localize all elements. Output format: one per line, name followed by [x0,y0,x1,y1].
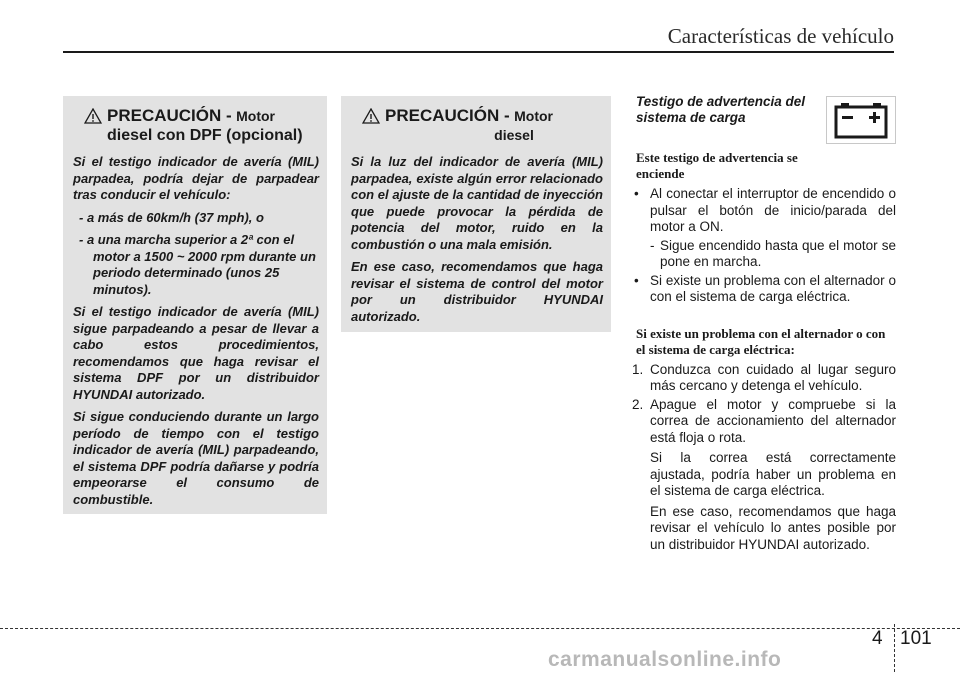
warning-triangle-icon [84,108,102,124]
sub-text: Sigue encendido hasta que el motor se pone en marcha. [660,237,896,269]
caution-dpf-item1: - a más de 60km/h (37 mph), o [79,209,264,225]
section-heading: Testigo de advertencia del sistema de carga [636,94,806,125]
caution-box-diesel [341,96,611,332]
problem-heading: Si existe un problema con el alternador o con el sistema de carga eléctrica: [636,325,886,357]
bullet-item: • Al conectar el interruptor de encendido o pulsar el botón de inicio/parada del motor a ON. [634,186,896,234]
caution-diesel-p2: En ese caso, recomendamos que haga revisar el sistema de control del motor por un distribuidor HYUNDAI autorizado. [351,259,603,324]
caution-label: PRECAUCIÓN - [385,106,510,125]
header-rule [63,51,894,53]
step-paragraph: Si la correa está correctamente ajustada, podría haber un problema en el sistema de carga eléctrica. [650,450,896,498]
caution-title-dpf [73,106,319,145]
caution-subject-2: diesel [494,127,534,143]
footer-separator [894,624,895,672]
bullet-item: • Si existe un problema con el alternador o con el sistema de carga eléctrica. [634,272,896,304]
caution-subject: Motor [236,108,276,124]
caution-dpf-item2: - a una marcha superior a 2ª con el motor a 1500 ~ 2000 rpm durante un periodo determinado (unos 25 minutos). [79,232,316,297]
charging-warning-section [620,94,896,553]
bullet-text: Si existe un problema con el alternador o con el sistema de carga eléctrica. [650,272,896,304]
chapter-number: 4 [872,628,883,649]
step-item: 2. Apague el motor y compruebe si la correa de accionamiento del alternador está floja o rota. [632,396,896,445]
bullet-text: Al conectar el interruptor de encendido o pulsar el botón de inicio/parada del motor a ON. [650,186,896,234]
caution-dpf-p2: Si el testigo indicador de avería (MIL) sigue parpadeando a pesar de llevar a cabo estos procedimientos, recomendamos que haga revisar el sistema DPF por un distribuidor HYUNDAI autorizado. [73,304,319,402]
page-number: 101 [900,628,932,649]
page-header-title: Características de vehículo [667,24,894,48]
step-paragraph: En ese caso, recomendamos que haga revisar el vehículo lo antes posible por un distribuidor HYUNDAI autorizado. [650,503,896,552]
step-item: 1. Conduzca con cuidado al lugar seguro más cercano y detenga el vehículo. [632,361,896,393]
warning-triangle-icon [362,108,380,124]
caution-dpf-p1: Si el testigo indicador de avería (MIL) parpadea, podría dejar de parpadear tras conducir el vehículo: [73,154,319,202]
sub-item: - Sigue encendido hasta que el motor se pone en marcha. [650,237,896,269]
caution-subject-2: diesel con DPF (opcional) [107,127,303,144]
footer-rule [0,628,960,629]
step-text: Apague el motor y compruebe si la correa de accionamiento del alternador está floja o rota. [650,396,896,445]
caution-subject: Motor [514,108,554,124]
on-conditions-heading: Este testigo de advertencia se enciende [636,150,798,181]
caution-box-dpf [63,96,327,514]
caution-title-diesel [351,106,603,145]
watermark: carmanualsonline.info [548,648,782,671]
step-text: Conduzca con cuidado al lugar seguro más cercano y detenga el vehículo. [650,361,896,393]
caution-dpf-p3: Si sigue conduciendo durante un largo período de tiempo con el testigo indicador de avería (MIL) parpadeando, el sistema DPF podría dañarse y podría empeorarse el consumo de combustible. [73,409,319,507]
caution-diesel-p1: Si la luz del indicador de avería (MIL) parpadea, existe algún error relacionado con el ajuste de la cantidad de inyección que puede provocar la pérdida de potencia del motor, ruido en la combustión o una mala emisión. [351,154,603,252]
caution-label: PRECAUCIÓN - [107,106,232,125]
